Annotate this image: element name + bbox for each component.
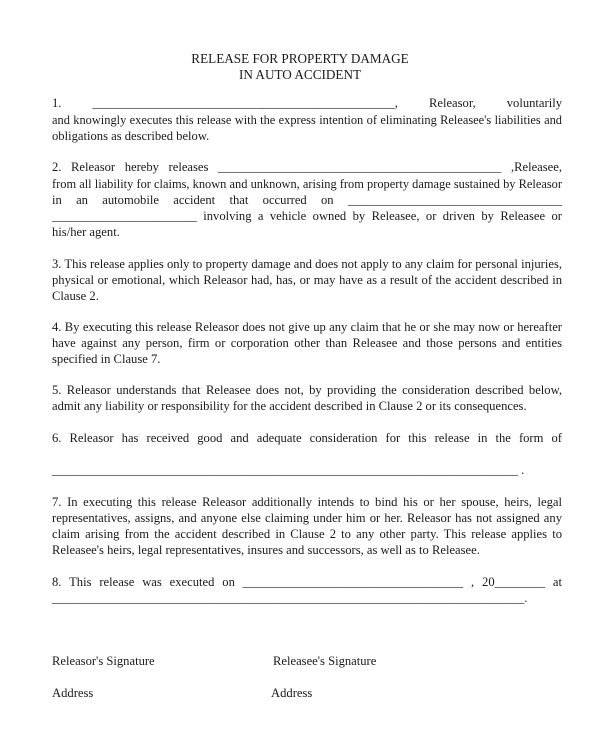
releasee-address-label: Address bbox=[271, 686, 313, 700]
clause-3-line-3: Clause 2. bbox=[52, 289, 99, 303]
clause-6-line-1: 6. Releasor has received good and adequate consideration for this release in the form of bbox=[52, 431, 562, 445]
clause-4-line-2: have against any person, firm or corporation other than Releasee and those persons and entities bbox=[52, 336, 562, 350]
document-title-line-1: RELEASE FOR PROPERTY DAMAGE bbox=[191, 51, 409, 66]
clause-2-line-3: in an automobile accident that occurred on __________________________________ bbox=[52, 193, 562, 207]
clause-7-line-1: 7. In executing this release Releasor additionally intends to bind his or her spouse, heirs, legal bbox=[52, 495, 562, 509]
clause-7-line-2: representatives, assigns, and anyone else claiming under him or her. Releasor has not assigned any bbox=[52, 511, 562, 525]
clause-6-line-2: __________________________________________________________________________ . bbox=[52, 463, 525, 477]
clause-2-line-5: his/her agent. bbox=[52, 225, 120, 239]
clause-8-line-2: ___________________________________________________________________________. bbox=[52, 591, 528, 605]
clause-1-line-3: obligations as described below. bbox=[52, 129, 210, 143]
clause-4-line-3: specified in Clause 7. bbox=[52, 352, 161, 366]
clause-4-line-1: 4. By executing this release Releasor does not give up any claim that he or she may now or hereafter bbox=[52, 320, 562, 334]
clause-2-line-4: _______________________ involving a vehicle owned by Releasee, or driven by Releasee or bbox=[52, 209, 562, 223]
clause-7-line-3: claim arising from the accident described in Clause 2 to any other party. This release applies to bbox=[52, 527, 562, 541]
clause-5-line-2: admit any liability or responsibility for the accident described in Clause 2 or its consequences. bbox=[52, 399, 527, 413]
releasor-address-label: Address bbox=[52, 686, 94, 700]
clause-7-line-4: Releasee's heirs, legal representatives, insures and successors, as well as to Releasee. bbox=[52, 543, 480, 557]
document-title-line-2: IN AUTO ACCIDENT bbox=[238, 67, 362, 82]
clause-3-line-1: 3. This release applies only to property damage and does not apply to any claim for personal injuries, bbox=[52, 257, 562, 271]
clause-2-line-1: 2. Releasor hereby releases _____________________________________________ ,Releasee, bbox=[52, 160, 562, 174]
clause-1-line-2: and knowingly executes this release with the express intention of eliminating Releasee's liabilities and bbox=[52, 113, 562, 127]
clause-1-line-1: 1. ________________________________________________, Releasor, voluntarily bbox=[52, 96, 562, 110]
clause-3-line-2: physical or emotional, which Releasor had, has, or may have as a result of the accident described in bbox=[52, 273, 562, 287]
clause-8-line-1: 8. This release was executed on ___________________________________ , 20________ at bbox=[52, 575, 562, 589]
releasee-signature-label: Releasee's Signature bbox=[273, 654, 377, 668]
releasor-signature-label: Releasor's Signature bbox=[52, 654, 155, 668]
clause-2-line-2: from all liability for claims, known and unknown, arising from property damage sustained by Releasor bbox=[52, 177, 562, 191]
clause-5-line-1: 5. Releasor understands that Releasee does not, by providing the consideration described below, bbox=[52, 383, 562, 397]
